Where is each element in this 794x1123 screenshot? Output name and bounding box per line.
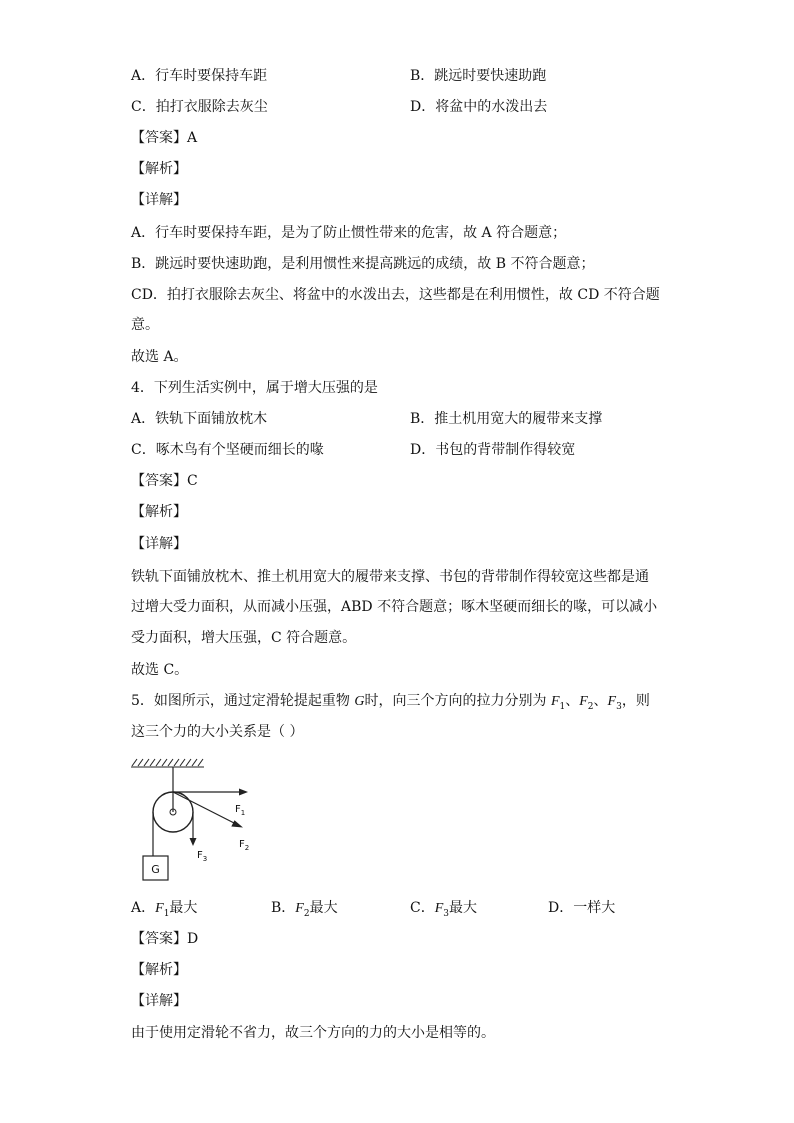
ceiling-hatch (131, 759, 204, 767)
q4-analysis-heading: 【解析】 (131, 504, 187, 520)
force-f3-label (197, 850, 207, 863)
force-f3-letter: F (197, 850, 203, 861)
force-f2-sub: 2 (244, 844, 250, 852)
q5-stem-var-f2: F (579, 694, 588, 709)
q5-option-c (410, 898, 477, 924)
q5-stem-sep: 、 (593, 693, 608, 709)
q5-option-c-text: 最大 (449, 900, 478, 916)
q5-stem-text: ，则 (621, 693, 650, 709)
weight-label: G (151, 863, 160, 876)
q4-detail-heading: 【详解】 (131, 536, 187, 552)
q5-stem-var-g: G (354, 694, 365, 709)
q5-stem-var-f3: F (607, 694, 617, 709)
q5-option-a-text: 最大 (169, 900, 198, 916)
q5-stem-text: 5．如图所示，通过定滑轮提起重物 (131, 693, 355, 709)
q5-analysis-heading: 【解析】 (131, 962, 187, 978)
q5-stem-var-f1: F (550, 694, 560, 709)
q4-stem: 4．下列生活实例中，属于增大压强的是 (131, 380, 378, 396)
q3-explain-line: B．跳远时要快速助跑，是利用惯性来提高跳远的成绩，故 B 不符合题意； (131, 256, 595, 272)
q3-option-c: C．拍打衣服除去灰尘 (131, 99, 268, 115)
q4-option-c: C．啄木鸟有个坚硬而细长的喙 (131, 442, 324, 458)
q3-detail-heading: 【详解】 (131, 192, 187, 208)
q5-option-a-letter: A． (131, 900, 156, 916)
force-f2-arrowhead (231, 820, 243, 827)
q3-explain-line: CD．拍打衣服除去灰尘、将盆中的水泼出去，这些都是在利用惯性，故 CD 不符合题 (131, 287, 660, 303)
q3-answer: 【答案】A (131, 130, 198, 146)
q4-explain-line: 受力面积，增大压强，C 符合题意。 (131, 630, 357, 646)
q5-option-b-text: 最大 (309, 900, 338, 916)
q5-option-b-sub: 2 (303, 908, 310, 919)
q5-stem-line-1 (131, 691, 650, 717)
force-f2-label (239, 839, 249, 852)
q4-explain-line: 铁轨下面铺放枕木、推土机用宽大的履带来支撑、书包的背带制作得较宽这些都是通 (131, 569, 649, 585)
q3-analysis-heading: 【解析】 (131, 161, 187, 177)
q5-stem-sub-2: 2 (587, 701, 594, 712)
q5-option-b-letter: B． (271, 900, 296, 916)
force-f1-sub: 1 (240, 809, 246, 817)
q4-answer: 【答案】C (131, 473, 198, 489)
force-f2-letter: F (239, 839, 245, 850)
q5-option-a (131, 898, 197, 924)
q3-explain-line: A．行车时要保持车距，是为了防止惯性带来的危害，故 A 符合题意； (131, 225, 567, 241)
force-f1-letter: F (235, 804, 241, 815)
force-f3-arrowhead (190, 838, 197, 846)
q3-option-d: D．将盆中的水泼出去 (410, 99, 548, 115)
force-f3-sub: 3 (202, 855, 208, 863)
pulley-diagram (128, 755, 268, 885)
q5-stem-sub-1: 1 (559, 701, 566, 712)
q5-option-a-var: F (155, 901, 164, 916)
q3-option-a: A．行车时要保持车距 (131, 68, 268, 84)
q5-option-c-sub: 3 (443, 908, 450, 919)
q4-option-a: A．铁轨下面铺放枕木 (131, 411, 268, 427)
q4-explain-line: 过增大受力面积，从而减小压强，ABD 不符合题意；啄木坚硬而细长的喙，可以减小 (131, 599, 658, 615)
force-f1-label (235, 804, 245, 817)
q5-detail-heading: 【详解】 (131, 993, 187, 1009)
q5-explain: 由于使用定滑轮不省力，故三个方向的力的大小是相等的。 (131, 1025, 495, 1041)
q4-option-b: B．推土机用宽大的履带来支撑 (410, 411, 603, 427)
q5-option-c-letter: C． (410, 900, 435, 916)
q5-answer: 【答案】D (131, 931, 199, 947)
q3-conclusion: 故选 A。 (131, 349, 188, 365)
q5-option-b-var: F (295, 901, 304, 916)
q5-stem-text: 时，向三个方向的拉力分别为 (364, 693, 551, 709)
q5-stem-line-2: 这三个力的大小关系是（ ） (131, 724, 304, 740)
q5-option-a-sub: 1 (163, 908, 170, 919)
q4-option-d: D．书包的背带制作得较宽 (410, 442, 576, 458)
q5-option-d: D．一样大 (548, 900, 616, 916)
force-f1-arrowhead (239, 789, 248, 796)
q5-stem-sub-3: 3 (616, 701, 622, 712)
q5-option-b (271, 898, 338, 924)
q5-option-c-var: F (434, 901, 444, 916)
q3-explain-line: 意。 (131, 317, 159, 333)
q3-option-b: B．跳远时要快速助跑 (410, 68, 547, 84)
q4-conclusion: 故选 C。 (131, 662, 189, 678)
q5-stem-sep: 、 (565, 693, 580, 709)
force-f2-arrow (173, 792, 236, 824)
